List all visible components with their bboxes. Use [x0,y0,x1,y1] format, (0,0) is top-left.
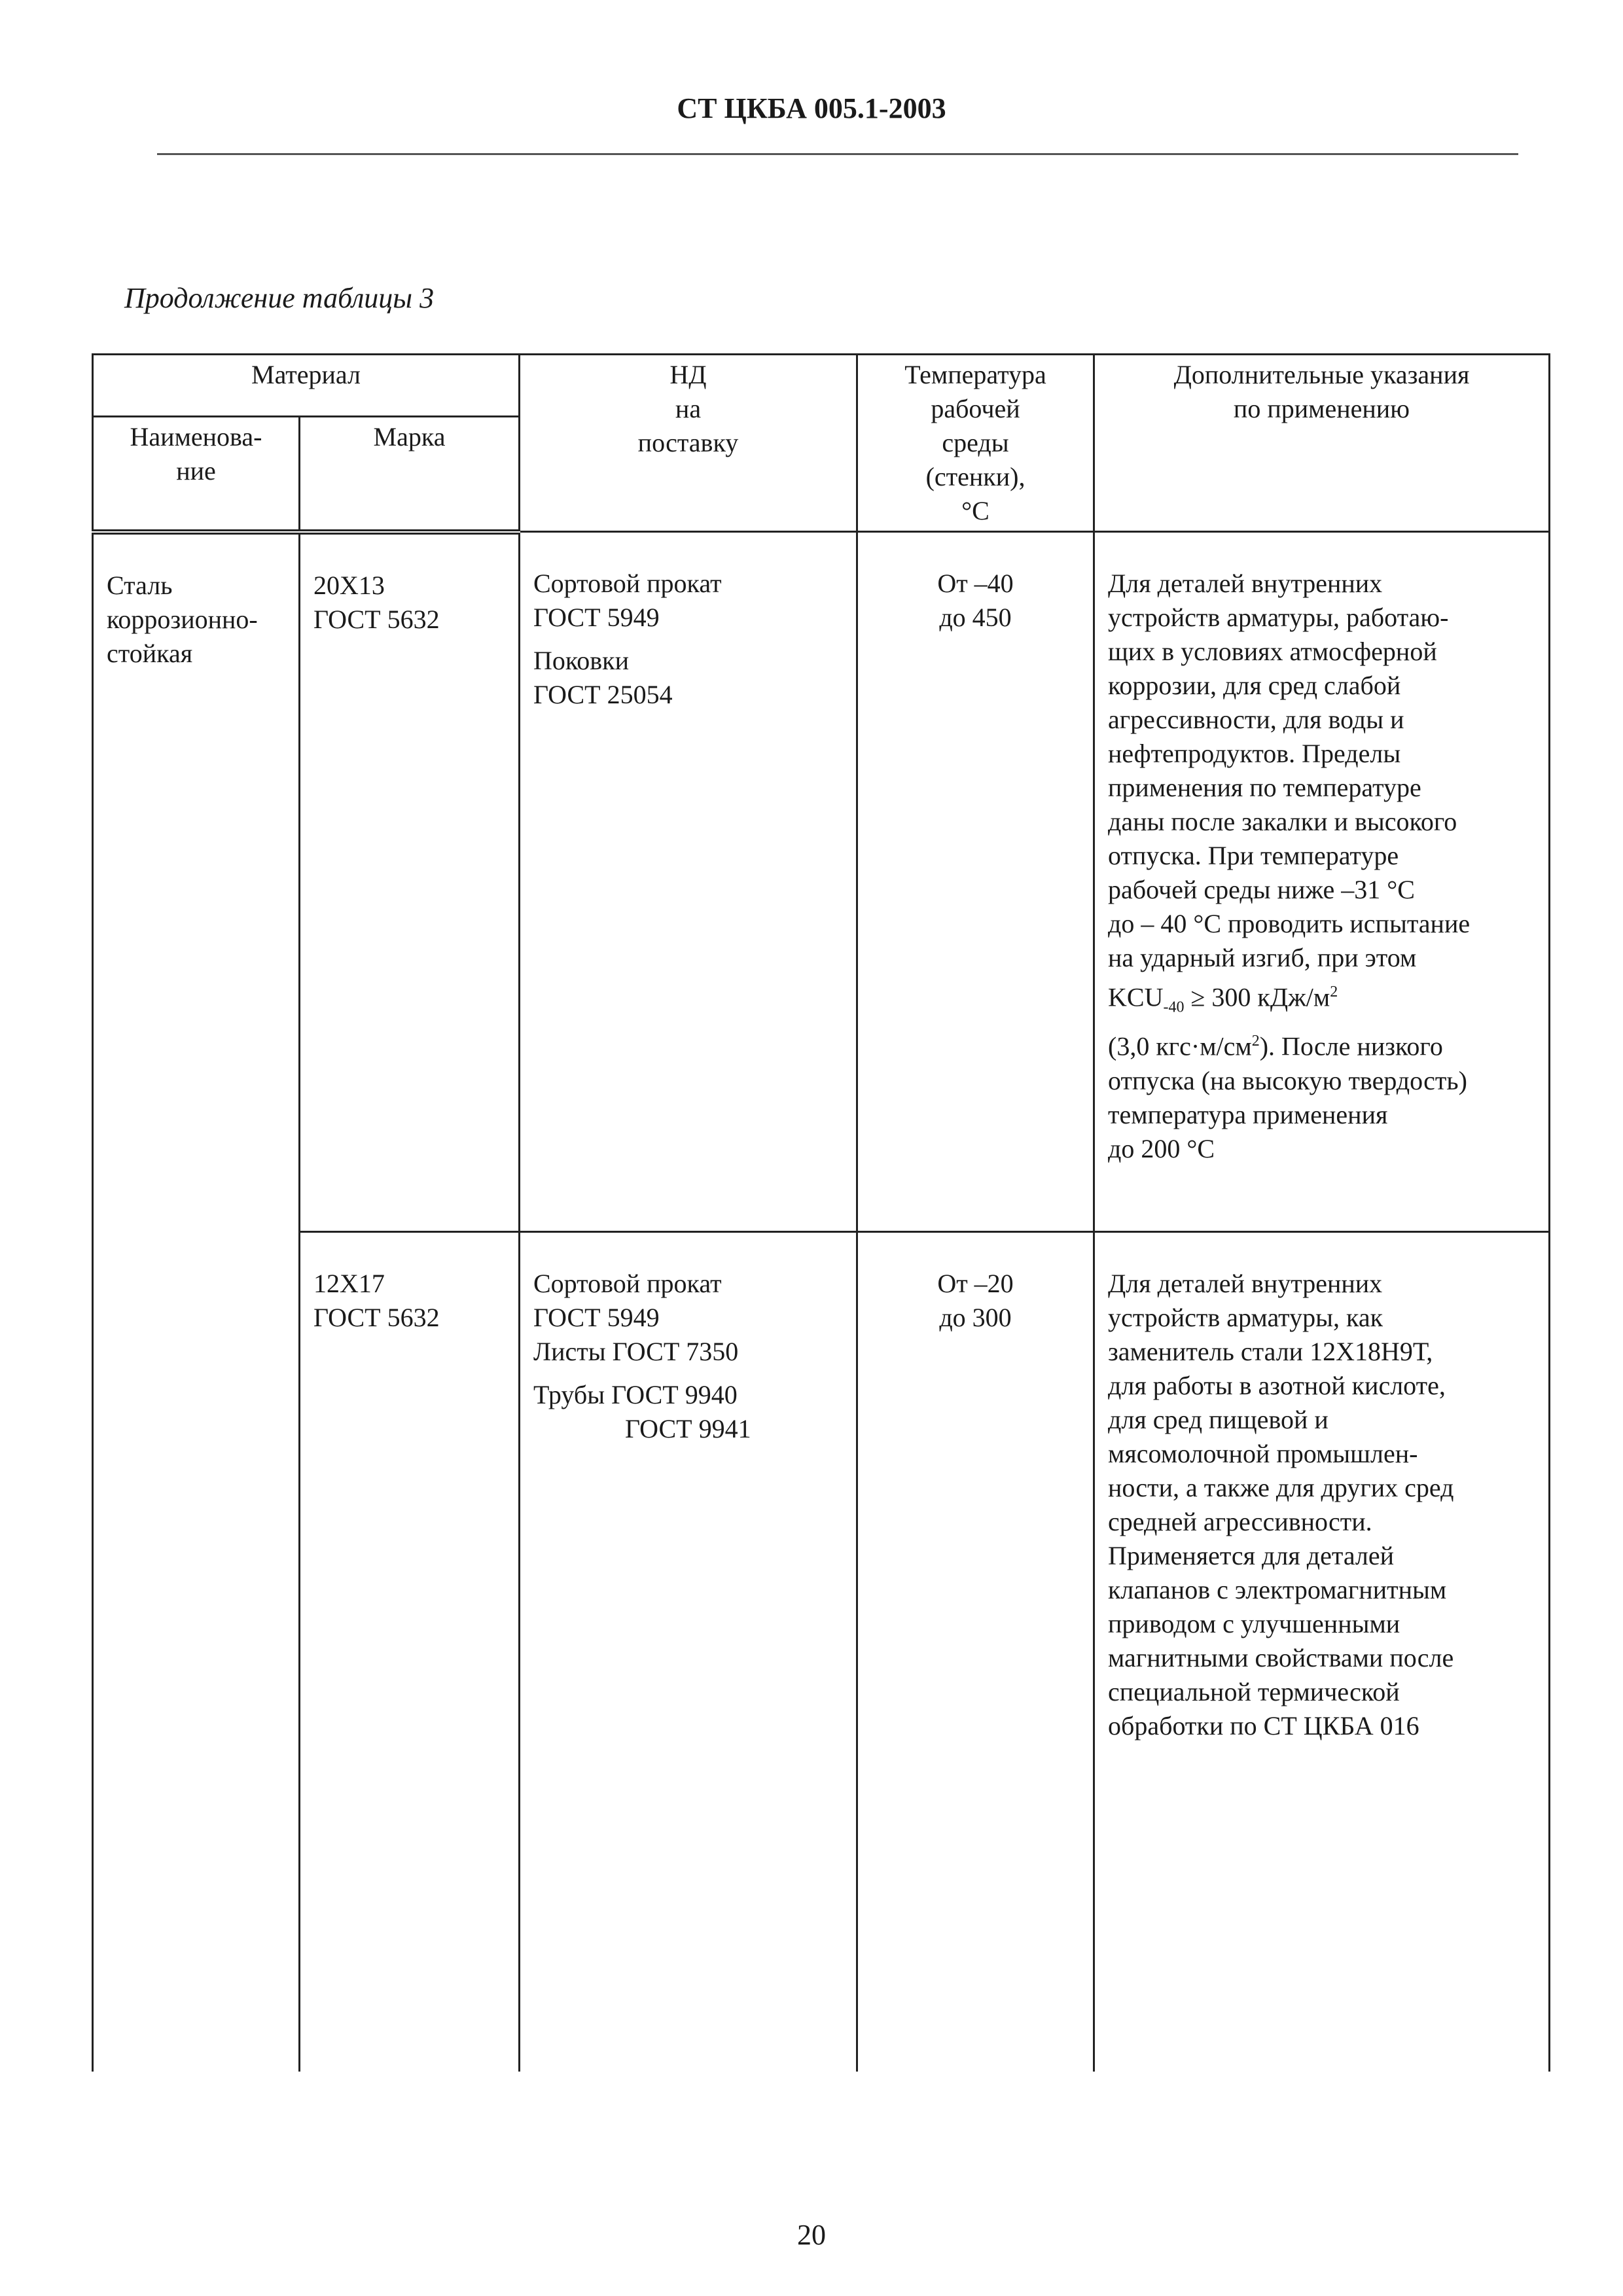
notes-line: для работы в азотной кислоте, [1108,1370,1446,1400]
notes-line: применения по температуре [1108,773,1421,802]
header-nd-line: НД [669,360,707,389]
notes-line: нефтепродуктов. Пределы [1108,739,1401,768]
formula-value: (3,0 кгс·м/см [1108,1031,1252,1061]
grade-cell [300,1231,520,2072]
notes-line: коррозии, для сред слабой [1108,671,1401,700]
notes-line: магнитными свойствами после [1108,1642,1454,1672]
header-temperature-line: Температура [904,360,1046,389]
formula-subscript: -40 [1163,998,1185,1016]
notes-line: Для деталей внутренних [1108,1268,1383,1298]
temperature-line: до 450 [939,603,1012,632]
material-name-line: коррозионно- [107,604,258,634]
notes-line: устройств арматуры, работаю- [1108,603,1449,632]
header-notes [1094,355,1550,532]
grade-line: ГОСТ 5632 [313,1302,440,1332]
notes-line: средней агрессивности. [1108,1506,1372,1536]
notes-line: заменитель стали 12Х18Н9Т, [1108,1336,1433,1366]
header-nd-line: поставку [637,428,739,457]
materials-table-wrapper [92,353,1548,2035]
notes-line: температура применения [1108,1099,1388,1129]
table-row [93,532,1550,1232]
header-temperature-line: среды [942,428,1009,457]
formula-tail: ). После низкого [1259,1031,1443,1061]
notes-line: даны после закалки и высокого [1108,807,1457,836]
header-notes-line: по применению [1233,394,1410,423]
nd-cell [520,532,857,1232]
notes-line: отпуска. При температуре [1108,841,1399,870]
grade-line: 12Х17 [313,1268,385,1298]
notes-line: агрессивности, для воды и [1108,705,1404,734]
nd-line: Поковки [533,646,630,675]
material-name-line: Сталь [107,570,173,600]
temperature-line: до 300 [939,1302,1012,1332]
notes-line: обработки по СТ ЦКБА 016 [1108,1710,1419,1740]
nd-line: Сортовой прокат [533,569,722,598]
header-name [93,416,300,531]
notes-line: на ударный изгиб, при этом [1108,943,1417,972]
nd-line: ГОСТ 25054 [533,680,673,709]
nd-line: ГОСТ 9941 [625,1413,751,1443]
nd-line: ГОСТ 5949 [533,603,660,632]
notes-line: клапанов с электромагнитным [1108,1574,1447,1604]
table-caption: Продолжение таблицы 3 [124,282,435,314]
page-number: 20 [797,2219,826,2251]
notes-line: до – 40 °С проводить испытание [1108,909,1471,938]
header-name-line: Наименова- [130,421,262,451]
temperature-cell [857,532,1094,1232]
table-row [93,1231,1550,2072]
notes-cell [1094,532,1550,1232]
notes-line: Для деталей внутренних [1108,569,1383,598]
notes-line: устройств арматуры, как [1108,1302,1383,1332]
notes-line: Применяется для деталей [1108,1540,1395,1570]
notes-line: для сред пищевой и [1108,1404,1329,1434]
formula-superscript: 2 [1251,1033,1260,1050]
nd-spacer [533,635,843,644]
header-nd [520,355,857,532]
header-divider [157,153,1518,155]
temperature-line: От –40 [937,569,1014,598]
table-header-row [93,355,1550,417]
header-material: Материал [93,355,520,417]
header-temperature-line: рабочей [931,394,1020,423]
material-name-line: стойкая [107,638,193,668]
nd-line: Листы ГОСТ 7350 [533,1336,739,1366]
header-nd-line: на [675,394,702,423]
formula-value: ≥ 300 кДж/м [1184,982,1330,1012]
header-temperature [857,355,1094,532]
grade-line: 20Х13 [313,570,385,600]
notes-formula-line [1108,1024,1535,1063]
temperature-cell [857,1231,1094,2072]
nd-line: ГОСТ 5949 [533,1302,660,1332]
notes-line: рабочей среды ниже –31 °С [1108,875,1415,904]
header-temperature-line: (стенки), [925,462,1026,491]
materials-table [92,353,1550,2072]
nd-line: Трубы ГОСТ 9940 [533,1379,738,1409]
header-temperature-line: °С [961,496,990,525]
temperature-line: От –20 [937,1268,1014,1298]
nd-cell [520,1231,857,2072]
header-notes-line: Дополнительные указания [1173,360,1470,389]
material-name-cell [93,532,300,2072]
notes-formula-line [1108,975,1535,1024]
formula-kcu: KCU [1108,982,1164,1012]
notes-line: до 200 °С [1108,1133,1215,1163]
header-name-line: ние [176,455,216,486]
notes-line: отпуска (на высокую твердость) [1108,1065,1467,1095]
notes-line: мясомолочной промышлен- [1108,1438,1418,1468]
grade-cell [300,532,520,1232]
formula-superscript: 2 [1330,983,1338,1000]
notes-cell [1094,1231,1550,2072]
grade-line: ГОСТ 5632 [313,604,440,634]
document-code-header: СТ ЦКБА 005.1-2003 [677,92,946,124]
notes-line: щих в условиях атмосферной [1108,637,1437,666]
notes-line: приводом с улучшенными [1108,1608,1400,1638]
notes-line: ности, а также для других сред [1108,1472,1454,1502]
nd-spacer [533,1369,843,1378]
nd-line: Сортовой прокат [533,1268,722,1298]
header-grade: Марка [300,416,520,531]
notes-line: специальной термической [1108,1676,1400,1706]
